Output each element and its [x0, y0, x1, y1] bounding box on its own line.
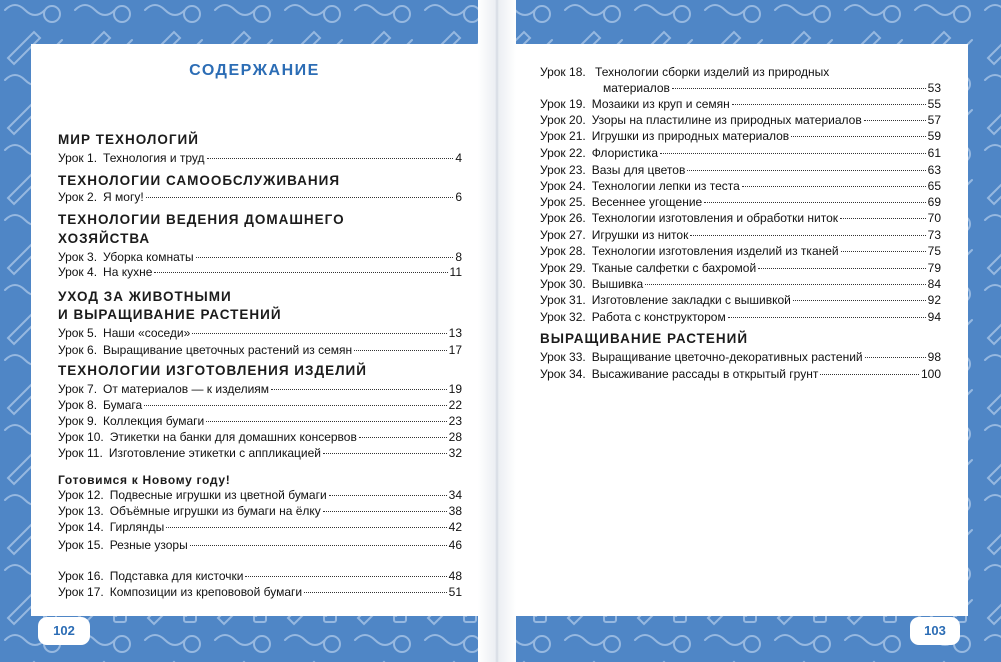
toc-entry[interactable]	[58, 325, 462, 341]
dot-leader	[144, 405, 446, 406]
toc-entry[interactable]	[58, 503, 462, 519]
lesson-label: Урок 5.	[58, 326, 98, 340]
page-ref: 92	[927, 293, 941, 307]
lesson-label: Урок 32.	[540, 310, 586, 324]
toc-entry[interactable]	[58, 381, 462, 397]
toc-entry[interactable]	[58, 519, 462, 535]
lesson-title: Игрушки из ниток	[591, 228, 689, 242]
dot-leader	[329, 495, 447, 496]
toc-entry[interactable]	[58, 487, 462, 503]
lesson-title: Мозаики из круп и семян	[591, 97, 730, 111]
lesson-title: Изготовление закладки с вышивкой	[591, 293, 791, 307]
toc-entry[interactable]	[58, 445, 462, 461]
page-ref: 6	[455, 190, 462, 204]
lesson-label: Урок 13.	[58, 504, 104, 518]
page-ref: 73	[927, 228, 941, 242]
page-ref: 42	[448, 520, 462, 534]
dot-leader	[323, 511, 447, 512]
dot-leader	[271, 389, 447, 390]
dot-leader	[840, 218, 926, 219]
toc-entry[interactable]	[540, 96, 941, 112]
dot-leader	[690, 235, 925, 236]
toc-entry[interactable]	[540, 227, 941, 243]
lesson-label: Урок 7.	[58, 382, 98, 396]
lesson-label: Урок 3.	[58, 250, 98, 264]
page-ref: 69	[927, 195, 941, 209]
lesson-title: Технология и труд	[103, 151, 205, 165]
section-heading: Готовимся к Новому году!	[58, 473, 231, 487]
lesson-label: Урок 25.	[540, 195, 586, 209]
lesson-label: Урок 8.	[58, 398, 98, 412]
section-heading: ТЕХНОЛОГИИ ВЕДЕНИЯ ДОМАШНЕГО	[58, 212, 345, 227]
dot-leader	[864, 120, 926, 121]
dot-leader	[758, 268, 926, 269]
dot-leader	[154, 272, 447, 273]
section-heading: ТЕХНОЛОГИИ ИЗГОТОВЛЕНИЯ ИЗДЕЛИЙ	[58, 363, 367, 378]
lesson-title: Композиции из крепововой бумаги	[109, 585, 303, 599]
lesson-title: Подставка для кисточки	[109, 569, 244, 583]
dot-leader	[732, 104, 926, 105]
toc-entry[interactable]	[58, 537, 462, 553]
page-ref: 22	[448, 398, 462, 412]
toc-entry[interactable]	[540, 145, 941, 161]
lesson-title: Объёмные игрушки из бумаги на ёлку	[109, 504, 321, 518]
toc-entry[interactable]	[540, 243, 941, 259]
page-ref: 98	[927, 350, 941, 364]
dot-leader	[192, 333, 446, 334]
dot-leader	[190, 545, 447, 546]
page-ref: 79	[927, 261, 941, 275]
lesson-label: Урок 22.	[540, 146, 586, 160]
page-ref: 84	[927, 277, 941, 291]
toc-entry[interactable]	[58, 397, 462, 413]
toc-entry[interactable]	[540, 276, 941, 292]
dot-leader	[196, 257, 454, 258]
section-heading: ТЕХНОЛОГИИ САМООБСЛУЖИВАНИЯ	[58, 173, 341, 188]
lesson-label: Урок 19.	[540, 97, 586, 111]
lesson-label: Урок 17.	[58, 585, 104, 599]
lesson-title: Вышивка	[591, 277, 644, 291]
page-ref: 70	[927, 211, 941, 225]
lesson-title: Гирлянды	[109, 520, 165, 534]
toc-entry[interactable]	[58, 150, 462, 166]
page-ref: 53	[927, 81, 941, 95]
lesson-label: Урок 18.	[540, 65, 586, 79]
dot-leader	[359, 437, 447, 438]
lesson-label: Урок 11.	[58, 446, 103, 460]
dot-leader	[742, 186, 926, 187]
page-ref: 34	[448, 488, 462, 502]
lesson-label: Урок 27.	[540, 228, 586, 242]
page-ref: 38	[448, 504, 462, 518]
lesson-label: Урок 16.	[58, 569, 104, 583]
toc-entry[interactable]	[58, 189, 462, 205]
page-number-right: 103	[910, 617, 960, 645]
lesson-title: Выращивание цветочно-декоративных растений	[591, 350, 863, 364]
page-ref: 59	[927, 129, 941, 143]
dot-leader	[245, 576, 446, 577]
page-ref: 51	[448, 585, 462, 599]
toc-entry[interactable]	[58, 568, 462, 584]
dot-leader	[791, 136, 925, 137]
dot-leader	[166, 527, 446, 528]
page-ref: 48	[448, 569, 462, 583]
lesson-title: Уборка комнаты	[103, 250, 194, 264]
lesson-title: От материалов — к изделиям	[103, 382, 270, 396]
dot-leader	[672, 88, 926, 89]
page-number-left: 102	[38, 617, 90, 645]
toc-entry[interactable]	[540, 260, 941, 276]
lesson-label: Урок 20.	[540, 113, 586, 127]
toc-entry[interactable]	[540, 292, 941, 308]
lesson-label: Урок 10.	[58, 430, 104, 444]
lesson-title: Резные узоры	[109, 538, 188, 552]
lesson-title: Коллекция бумаги	[103, 414, 205, 428]
toc-entry[interactable]	[540, 309, 941, 325]
lesson-title: Вазы для цветов	[591, 163, 686, 177]
lesson-label: Урок 15.	[58, 538, 104, 552]
lesson-label: Урок 21.	[540, 129, 586, 143]
page-ref: 8	[455, 250, 462, 264]
lesson-title: Выращивание цветочных растений из семян	[103, 343, 353, 357]
lesson-title: Этикетки на банки для домашних консервов	[109, 430, 357, 444]
lesson-title: Игрушки из природных материалов	[591, 129, 790, 143]
dot-leader	[323, 453, 447, 454]
lesson-title: Изготовление этикетки с аппликацией	[108, 446, 321, 460]
toc-entry[interactable]	[540, 162, 941, 178]
lesson-label: Урок 9.	[58, 414, 98, 428]
page-ref: 11	[449, 265, 462, 279]
page-ref: 55	[927, 97, 941, 111]
page-ref: 63	[927, 163, 941, 177]
lesson-label: Урок 4.	[58, 265, 98, 279]
dot-leader	[354, 350, 446, 351]
lesson-title: Весеннее угощение	[591, 195, 703, 209]
dot-leader	[865, 357, 926, 358]
dot-leader	[146, 197, 454, 198]
dot-leader	[687, 170, 925, 171]
dot-leader	[207, 158, 454, 159]
toc-entry[interactable]	[540, 178, 941, 194]
toc-entry-multiline[interactable]	[540, 64, 829, 80]
lesson-title: Подвесные игрушки из цветной бумаги	[109, 488, 327, 502]
lesson-label: Урок 30.	[540, 277, 586, 291]
page-ref: 32	[448, 446, 462, 460]
section-heading: ВЫРАЩИВАНИЕ РАСТЕНИЙ	[540, 331, 749, 346]
toc-entry-continuation[interactable]	[603, 80, 941, 96]
page-ref: 75	[927, 244, 941, 258]
lesson-label: Урок 31.	[540, 293, 586, 307]
toc-entry[interactable]	[540, 194, 941, 210]
lesson-title: Флористика	[591, 146, 659, 160]
toc-entry[interactable]	[540, 210, 941, 226]
lesson-label: Урок 1.	[58, 151, 98, 165]
section-heading: УХОД ЗА ЖИВОТНЫМИ	[58, 289, 232, 304]
lesson-title: Наши «соседи»	[103, 326, 191, 340]
dot-leader	[793, 300, 926, 301]
lesson-title: Технологии сборки изделий из природных	[595, 65, 830, 79]
lesson-title: Узоры на пластилине из природных материалов	[591, 113, 862, 127]
lesson-label: Урок 2.	[58, 190, 98, 204]
page-ref: 17	[448, 343, 462, 357]
lesson-label: Урок 6.	[58, 343, 98, 357]
lesson-label: Урок 24.	[540, 179, 586, 193]
lesson-title: Технологии изготовления изделий из тканей	[591, 244, 839, 258]
page-ref: 28	[448, 430, 462, 444]
page-ref: 65	[927, 179, 941, 193]
lesson-label: Урок 33.	[540, 350, 586, 364]
page-ref: 100	[920, 367, 941, 381]
lesson-label: Урок 34.	[540, 367, 586, 381]
lesson-title: На кухне	[103, 265, 153, 279]
dot-leader	[704, 202, 925, 203]
page-ref: 46	[448, 538, 462, 552]
toc-entry[interactable]	[540, 366, 941, 382]
toc-entry[interactable]	[540, 349, 941, 365]
page-ref: 23	[448, 414, 462, 428]
lesson-title: Я могу!	[103, 190, 144, 204]
toc-entry[interactable]	[58, 584, 462, 600]
lesson-label: Урок 12.	[58, 488, 104, 502]
toc-entry[interactable]	[58, 429, 462, 445]
page-ref: 61	[927, 146, 941, 160]
page-title: СОДЕРЖАНИЕ	[189, 62, 320, 79]
lesson-title: Бумага	[103, 398, 143, 412]
toc-entry[interactable]	[58, 342, 462, 358]
page-ref: 57	[927, 113, 941, 127]
toc-entry[interactable]	[540, 112, 941, 128]
dot-leader	[820, 374, 919, 375]
section-heading-cont: И ВЫРАЩИВАНИЕ РАСТЕНИЙ	[58, 307, 282, 322]
dot-leader	[304, 592, 447, 593]
page-ref: 94	[927, 310, 941, 324]
lesson-title: Технологии изготовления и обработки ниток	[591, 211, 839, 225]
lesson-title: Тканые салфетки с бахромой	[591, 261, 757, 275]
lesson-title: Работа с конструктором	[591, 310, 726, 324]
toc-entry[interactable]	[58, 413, 462, 429]
dot-leader	[660, 153, 926, 154]
dot-leader	[841, 251, 926, 252]
section-heading: МИР ТЕХНОЛОГИЙ	[58, 132, 199, 147]
page-ref: 13	[448, 326, 462, 340]
toc-entry[interactable]	[540, 128, 941, 144]
dot-leader	[645, 284, 925, 285]
lesson-label: Урок 26.	[540, 211, 586, 225]
lesson-label: Урок 23.	[540, 163, 586, 177]
lesson-title: Высаживание рассады в открытый грунт	[591, 367, 819, 381]
lesson-label: Урок 28.	[540, 244, 586, 258]
lesson-title-cont: материалов	[603, 81, 670, 95]
lesson-title: Технологии лепки из теста	[591, 179, 740, 193]
dot-leader	[728, 317, 926, 318]
toc-entry[interactable]	[58, 264, 462, 280]
lesson-label: Урок 14.	[58, 520, 104, 534]
toc-entry[interactable]	[58, 249, 462, 265]
book-gutter	[478, 0, 516, 662]
page-ref: 19	[448, 382, 462, 396]
lesson-label: Урок 29.	[540, 261, 586, 275]
section-heading-cont: ХОЗЯЙСТВА	[58, 231, 151, 246]
page-ref: 4	[455, 151, 462, 165]
dot-leader	[206, 421, 446, 422]
